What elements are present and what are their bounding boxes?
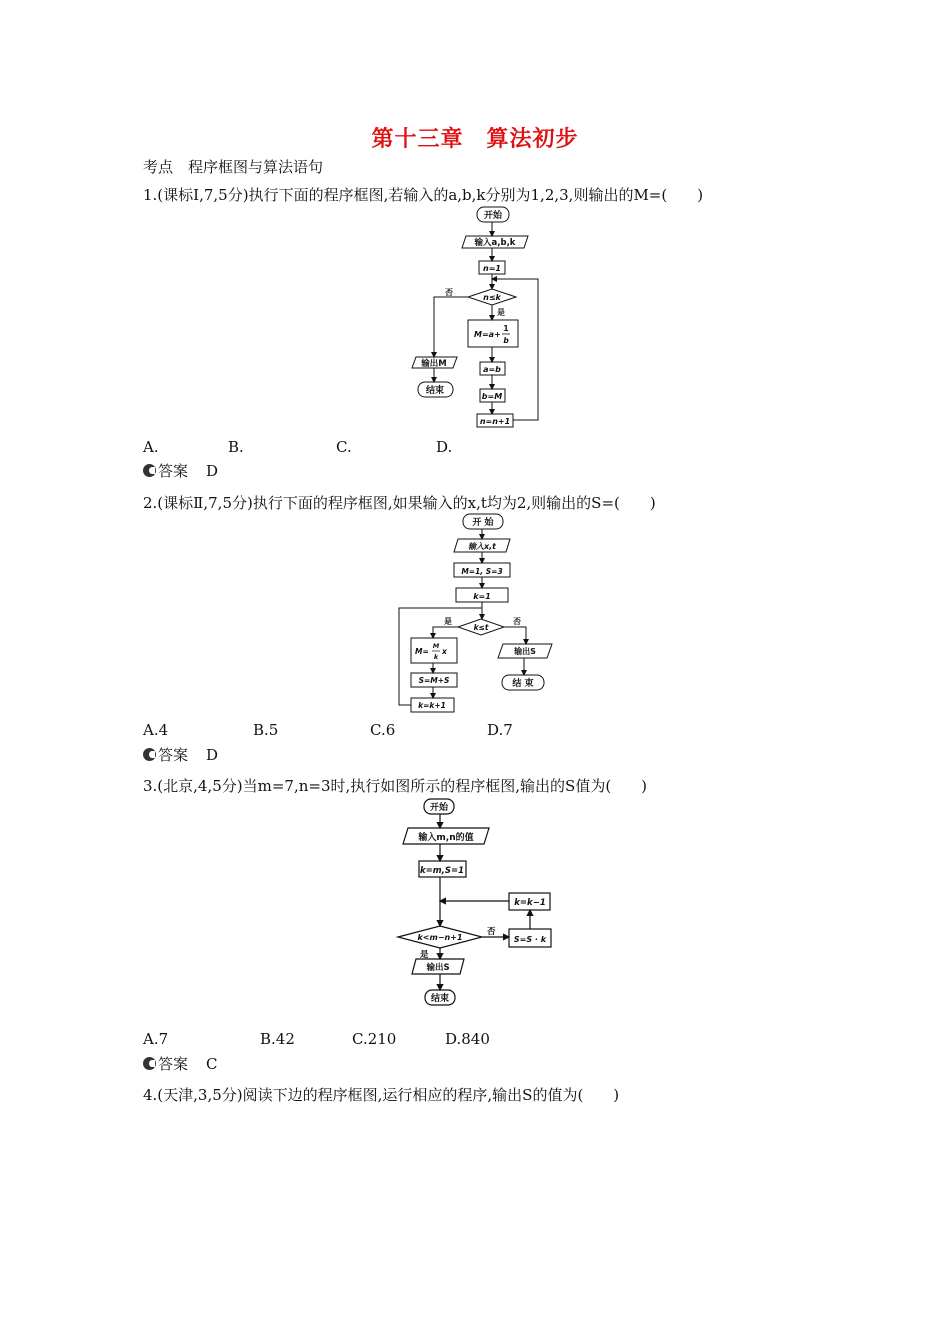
output-label: 输出M bbox=[421, 359, 447, 369]
yes-label: 是 bbox=[420, 950, 429, 960]
q1-option-c: C. bbox=[336, 438, 352, 456]
start-label: 开 始 bbox=[472, 518, 494, 528]
question-1-text: 1.(课标Ⅰ,7,5分)执行下面的程序框图,若输入的a,b,k分别为1,2,3,则输出的M=( ) bbox=[143, 186, 704, 204]
q3-option-b: B.42 bbox=[260, 1030, 295, 1048]
calc-denominator: b bbox=[503, 336, 509, 345]
answer-icon bbox=[143, 748, 156, 761]
assign-a-label: a=b bbox=[483, 365, 501, 374]
no-label: 否 bbox=[445, 288, 453, 297]
cond-label: n≤k bbox=[483, 293, 501, 302]
output-label: 输出S bbox=[514, 647, 536, 656]
question-2-text: 2.(课标Ⅱ,7,5分)执行下面的程序框图,如果输入的x,t均为2,则输出的S=( ) bbox=[143, 494, 656, 512]
q2-option-d: D.7 bbox=[487, 721, 513, 739]
section-title: 考点 程序框图与算法语句 bbox=[143, 158, 324, 176]
cond-label: k<m−n+1 bbox=[417, 933, 463, 942]
assign-b-label: b=M bbox=[481, 392, 503, 401]
calc-numerator: M bbox=[432, 642, 440, 650]
q2-option-c: C.6 bbox=[370, 721, 396, 739]
end-label: 结 束 bbox=[512, 679, 534, 689]
cond-label: k≤t bbox=[473, 623, 489, 632]
sum-label: S=M+S bbox=[418, 676, 450, 685]
q1-option-b: B. bbox=[228, 438, 244, 456]
q1-answer bbox=[143, 460, 218, 481]
q1-option-d: D. bbox=[436, 438, 453, 456]
question-4-text: 4.(天津,3,5分)阅读下边的程序框图,运行相应的程序,输出S的值为( ) bbox=[143, 1086, 620, 1104]
answer-icon bbox=[143, 464, 156, 477]
calc-label: M=a+ bbox=[474, 330, 501, 339]
answer-icon bbox=[143, 1057, 156, 1070]
answer-label: 答案 bbox=[158, 746, 189, 764]
k-init-label: k=1 bbox=[473, 592, 491, 601]
input-label: 输入m,n的值 bbox=[418, 833, 474, 843]
q3-option-c: C.210 bbox=[352, 1030, 397, 1048]
end-label: 结束 bbox=[425, 386, 445, 396]
flowchart-3 bbox=[390, 795, 565, 1010]
init-label: n=1 bbox=[483, 264, 501, 273]
answer-value: D bbox=[206, 461, 219, 480]
yes-label: 是 bbox=[444, 617, 452, 626]
answer-label: 答案 bbox=[158, 1055, 189, 1073]
flowchart-2 bbox=[390, 510, 565, 720]
init-label: M=1, S=3 bbox=[461, 567, 503, 576]
q3-option-a: A.7 bbox=[143, 1030, 169, 1048]
init-label: k=m,S=1 bbox=[419, 866, 465, 876]
q3-answer bbox=[143, 1053, 218, 1074]
input-label: 输入x,t bbox=[467, 542, 497, 551]
yes-label: 是 bbox=[497, 308, 505, 317]
calc-numerator: 1 bbox=[503, 324, 509, 333]
multiply-label: S=S · k bbox=[513, 935, 547, 944]
decrement-label: k=k−1 bbox=[514, 898, 546, 908]
start-label: 开始 bbox=[483, 211, 503, 221]
calc-label: M= bbox=[415, 647, 429, 656]
answer-value: D bbox=[206, 745, 219, 764]
answer-value: C bbox=[206, 1054, 218, 1073]
no-label: 否 bbox=[513, 617, 521, 626]
end-label: 结束 bbox=[430, 994, 450, 1004]
increment-label: n=n+1 bbox=[479, 417, 511, 426]
q1-option-a: A. bbox=[143, 438, 159, 456]
question-3-text: 3.(北京,4,5分)当m=7,n=3时,执行如图所示的程序框图,输出的S值为( ) bbox=[143, 777, 648, 795]
q3-option-d: D.840 bbox=[445, 1030, 490, 1048]
output-label: 输出S bbox=[426, 963, 450, 973]
chapter-title: 第十三章 算法初步 bbox=[371, 126, 579, 152]
q2-option-b: B.5 bbox=[253, 721, 279, 739]
flowchart-1 bbox=[405, 203, 555, 433]
calc-suffix: x bbox=[442, 647, 447, 656]
input-label: 输入a,b,k bbox=[474, 238, 516, 248]
increment-label: k=k+1 bbox=[418, 701, 446, 710]
q2-answer bbox=[143, 744, 218, 765]
no-label: 否 bbox=[487, 927, 496, 937]
start-label: 开始 bbox=[429, 803, 449, 813]
calc-denominator: k bbox=[433, 653, 439, 661]
answer-label: 答案 bbox=[158, 462, 189, 480]
q2-option-a: A.4 bbox=[143, 721, 169, 739]
